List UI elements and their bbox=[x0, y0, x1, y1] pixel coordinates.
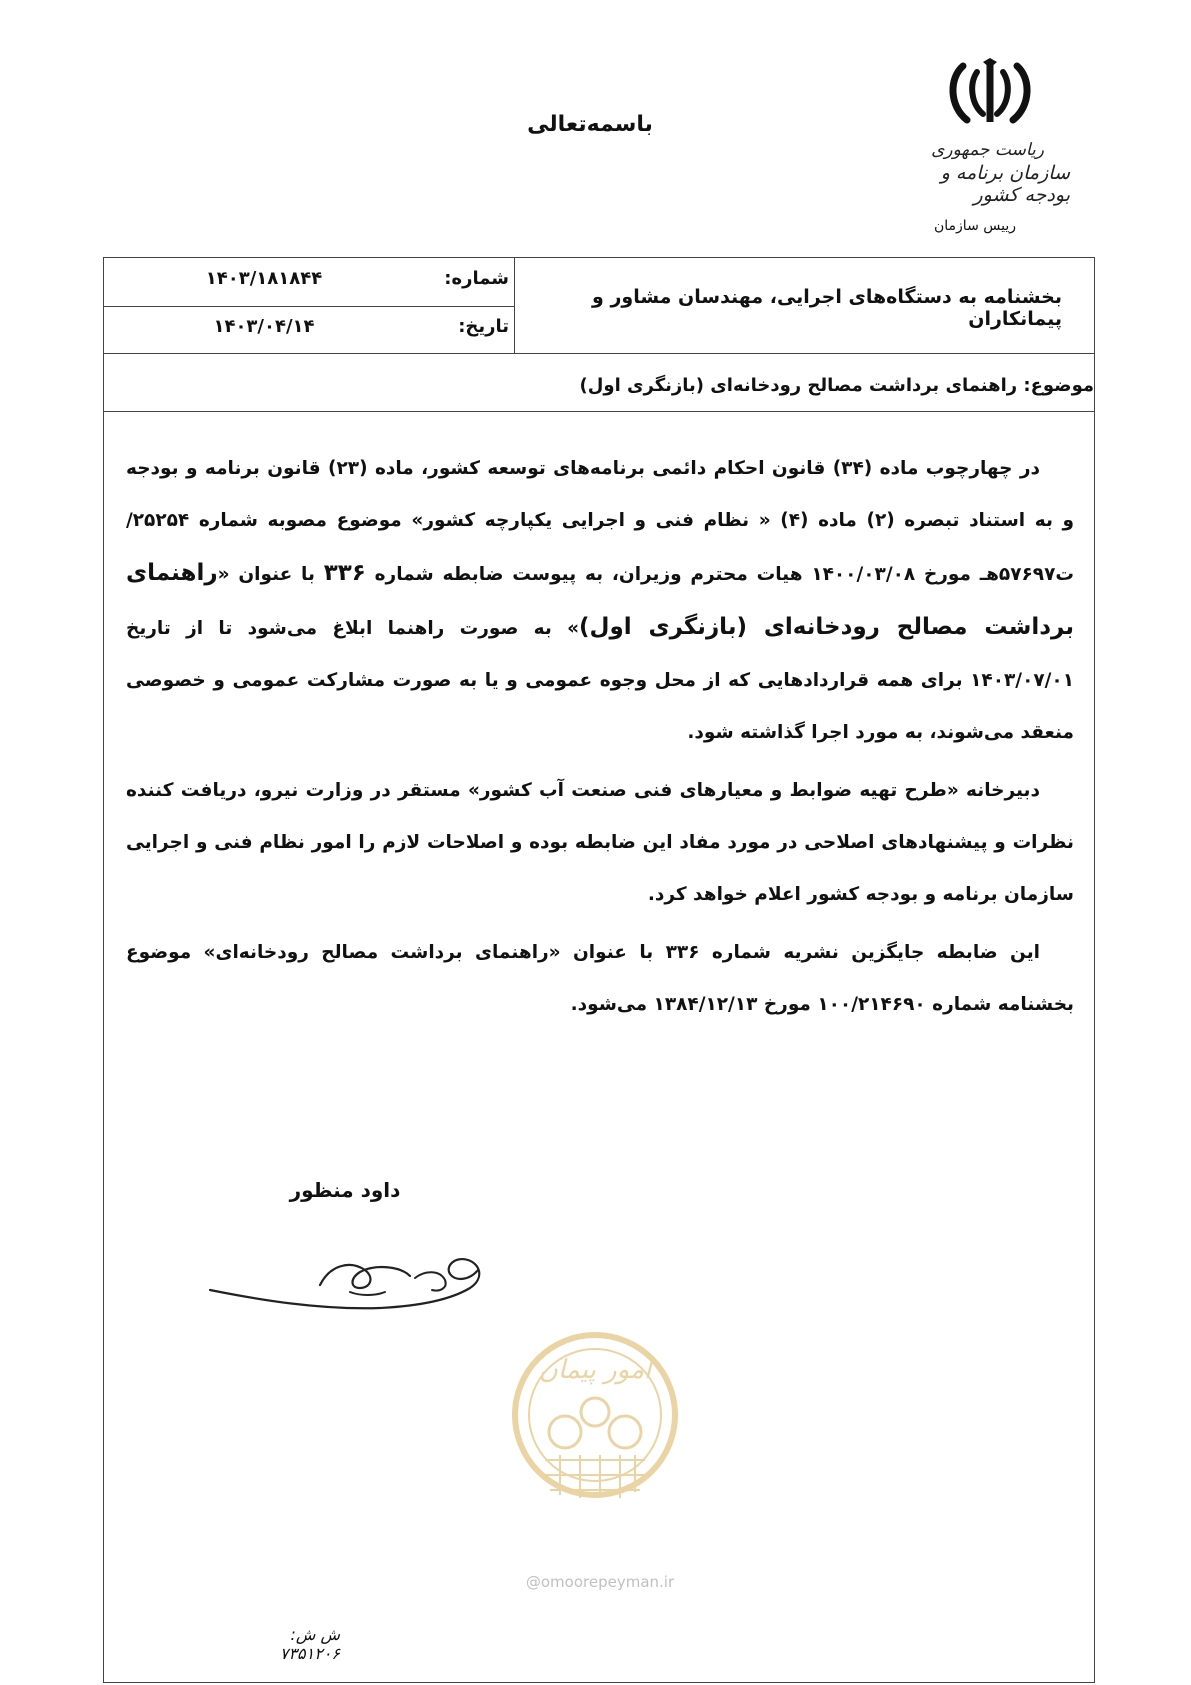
divider-meta bbox=[104, 353, 1094, 354]
divider-meta-vertical bbox=[514, 258, 515, 353]
watermark-url: @omoorepeyman.ir bbox=[525, 1573, 675, 1591]
letter-body bbox=[126, 443, 1074, 1037]
handwritten-signature bbox=[200, 1230, 500, 1320]
iran-emblem-icon bbox=[945, 58, 1035, 128]
date-label: تاریخ: bbox=[458, 316, 509, 337]
date-value: ۱۴۰۳/۰۴/۱۴ bbox=[213, 316, 315, 337]
paragraph-3: این ضابطه جایگزین نشریه شماره ۳۳۶ با عنوان «راهنمای برداشت مصالح رودخانه‌ای» موضوع بخشنامه شماره ۱۰۰/۲۱۴۶۹۰ مورخ ۱۳۸۴/۱۲/۱۳ می‌شود. bbox=[126, 942, 1074, 1015]
signer-name: داود منظور bbox=[289, 1178, 401, 1202]
footer-code: ش ش: ۷۳۵۱۲۰۶ bbox=[279, 1625, 340, 1663]
standard-number: ۳۳۶ bbox=[323, 560, 366, 586]
svg-text:امور پیمان: امور پیمان bbox=[538, 1355, 652, 1385]
paragraph-1 bbox=[126, 443, 1074, 759]
stamp-logo-icon bbox=[505, 1320, 685, 1540]
logo-line-head: رییس سازمان bbox=[934, 218, 1016, 234]
divider-subject bbox=[104, 411, 1094, 412]
number-value: ۱۴۰۳/۱۸۱۸۴۴ bbox=[205, 268, 323, 289]
logo-line-organization: سازمان برنامه و بودجه کشور bbox=[940, 162, 1070, 206]
divider-number-date bbox=[104, 306, 514, 307]
paragraph-1-part1: در چهارچوب ماده (۳۴) قانون احکام دائمی برنامه‌های توسعه کشور، ماده (۲۳) قانون برنامه و بودجه و به استناد تبصره (۲) ماده (۴) « نظام فنی و اجرایی یکپارچه کشور» موضوع مصوبه شماره ۲۵۲۵۴/ت۵۷۶۹۷هـ مورخ ۱۴۰۰/۰۳/۰۸ هیات محترم وزیران، به پیوست ضابطه شماره bbox=[126, 458, 1075, 585]
paragraph-2: دبیرخانه «طرح تهیه ضوابط و معیارهای فنی صنعت آب کشور» مستقر در وزارت نیرو، دریافت کننده نظرات و پیشنهادهای اصلاحی در مورد مفاد این ضابطه بوده و اصلاحات لازم را امور نظام فنی و اجرایی سازمان برنامه و بودجه کشور اعلام خواهد کرد. bbox=[126, 780, 1074, 905]
logo-text bbox=[900, 140, 1070, 206]
paragraph-1-part2: با عنوان « bbox=[217, 564, 315, 585]
logo-line-presidency: ریاست جمهوری bbox=[931, 140, 1044, 160]
paragraph-1-part3: » به صورت راهنما ابلاغ می‌شود تا از تاریخ ۱۴۰۳/۰۷/۰۱ برای همه قراردادهایی که از محل وجوه عمومی و یا به صورت مشارکت عمومی و خصوصی منعقد می‌شوند، به مورد اجرا گذاشته شود. bbox=[126, 618, 1074, 743]
bismillah-heading: باسمه‌تعالی bbox=[527, 112, 653, 137]
subject-line: موضوع: راهنمای برداشت مصالح رودخانه‌ای (بازنگری اول) bbox=[579, 375, 1094, 396]
guide-title: راهنمای برداشت مصالح رودخانه‌ای (بازنگری اول) bbox=[126, 560, 1074, 640]
circular-title: بخشنامه به دستگاه‌های اجرایی، مهندسان مشاور و پیمانکاران bbox=[592, 286, 1062, 330]
number-label: شماره: bbox=[444, 268, 509, 289]
